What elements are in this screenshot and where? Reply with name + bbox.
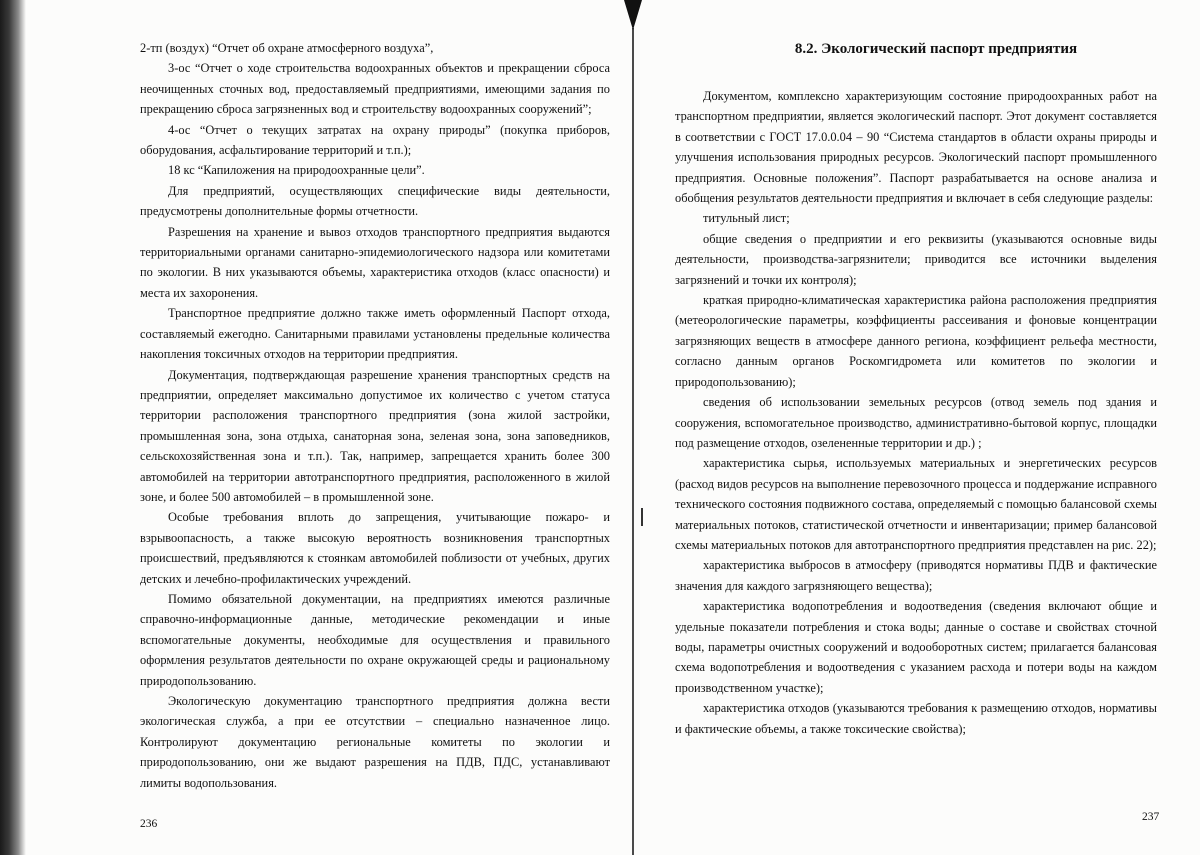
left-paragraph: Транспортное предприятие должно также иметь оформленный Паспорт отхода, составляемый ежегодно. Санитарными правилами установлены предельные количества накопления токсичных отходов на территории предприятия. [140,306,610,362]
right-paragraph: титульный лист; [703,211,790,226]
right-paragraph: Документом, комплексно характеризующим состояние природоохранных работ на транспортном предприятии, является экологический паспорт. Этот документ составляется в соответствии с ГОСТ 17.0.0.04 – 90 “Система стандартов в области охраны природы и улучшения использования природных ресурсов. Экологический паспорт промышленного предприятия. Основные положения”. Паспорт разрабатывается на основе анализа и обобщения результатов деятельности предприятия и включает в себя следующие разделы: [675,89,1157,206]
margin-tick [641,508,643,526]
right-paragraph: общие сведения о предприятии и его реквизиты (указываются основные виды деятельности, производства-загрязнители; приводится все источники выделения загрязнений и точки их контроля); [675,231,1157,287]
left-paragraph: 4-ос “Отчет о текущих затратах на охрану природы” (покупка приборов, оборудования, асфальтирование территорий и т.п.); [140,122,610,158]
right-paragraph: характеристика сырья, используемых материальных и энергетических ресурсов (расход видов ресурсов на выполнение перевозочного процесса и поддержание исправного технического состояния подвижного состава, определяемый с помощью балансовой схемы материальных потоков, статистической отчетности и инвентаризации; пример балансовой схемы материальных потоков для автотранспортного предприятия представлен на рис. 22); [675,456,1157,552]
right-paragraph: сведения об использовании земельных ресурсов (отвод земель под здания и сооружения, вспомогательное производство, административно-бытовой корпус, площадки под размещение отходов, озелененные территории и др.) ; [675,395,1157,450]
left-paragraph: 18 кс “Капиложения на природоохранные цели”. [168,163,425,178]
left-paragraph: Документация, подтверждающая разрешение хранения транспортных средств на предприятии, определяет максимально допустимое их количество с учетом статуса территории расположения транспортного предприятия (зона жилой застройки, промышленная зона, зона отдыха, санаторная зона, зеленая зона, зона заповедников, сельскохозяйственная зона и т.п.). Так, например, запрещается хранить более 300 автомобилей на территории автотранспортного предприятия, расположенного в жилой зоне, и более 500 автомобилей – в промышленной зоне. [140,367,610,504]
right-paragraph: характеристика выбросов в атмосферу (приводятся нормативы ПДВ и фактические значения для каждого загрязняющего вещества); [675,558,1157,593]
page-number-right: 237 [1142,811,1160,823]
left-paragraph: Экологическую документацию транспортного предприятия должна вести экологическая служба, а при ее отсутствии – специально назначенное лицо. Контролируют документацию региональные комитеты по экологии и природопользованию, они же выдают разрешения на ПДВ, ПДС, устанавливают лимиты водопользования. [140,694,610,790]
right-page [675,40,1157,739]
spine-line [632,28,634,855]
spine-mark [624,0,642,30]
left-page [140,38,610,793]
page-number-left: 236 [140,818,158,830]
left-paragraph: Помимо обязательной документации, на предприятиях имеются различные справочно-информационные данные, методические рекомендации и иные вспомогательные документы, необходимые для осуществления и правильного оформления результатов деятельности по охране окружающей среды и рациональному природопользованию. [140,591,610,688]
right-paragraph: краткая природно-климатическая характеристика района расположения предприятия (метеорологические параметры, коэффициенты рассеивания и фоновые концентрации загрязняющих веществ в атмосфере данного региона, коэффициент рельефа местности, согласно данным органов Роскомгидромета или комитетов по экологии и природопользованию); [675,293,1157,389]
left-paragraph: Для предприятий, осуществляющих специфические виды деятельности, предусмотрены дополнительные формы отчетности. [140,183,610,219]
left-paragraph: Особые требования вплоть до запрещения, учитывающие пожаро- и взрывоопасность, а также высокую вероятность возникновения транспортных происшествий, предъявляются к стоянкам автомобилей поблизости от учебных, других детских и лечебно-профилактических учреждений. [140,510,610,586]
right-paragraph: характеристика водопотребления и водоотведения (сведения включают общие и удельные показатели потребления и стока воды; данные о составе и свойствах сточной воды, параметры очистных сооружений и водооборотных систем; прилагается балансовая схема водопотребления и водоотведения с указанием расхода и потери воды на каждом производственном участке); [675,599,1157,695]
book-spine [622,0,644,855]
section-heading: 8.2. Экологический паспорт предприятия [794,41,1078,57]
left-paragraph: 3-ос “Отчет о ходе строительства водоохранных объектов и прекращении сброса неочищенных сточных вод, предоставляемый предприятиями, имеющими задания по прекращению сброса загрязненных вод и строительству водоохранных сооружений”; [140,61,610,117]
page-edge-shadow [0,0,26,855]
left-paragraph: Разрешения на хранение и вывоз отходов транспортного предприятия выдаются территориальными органами санитарно-эпидемиологического надзора или комитетами по экологии. В них указываются объемы, характеристика отходов (класс опасности) и места их захоронения. [140,224,610,300]
right-paragraph: характеристика отходов (указываются требования к размещению отходов, нормативы и фактические объемы, а также токсические свойства); [675,701,1157,736]
left-paragraph: 2-тп (воздух) “Отчет об охране атмосферного воздуха”, [140,41,434,55]
